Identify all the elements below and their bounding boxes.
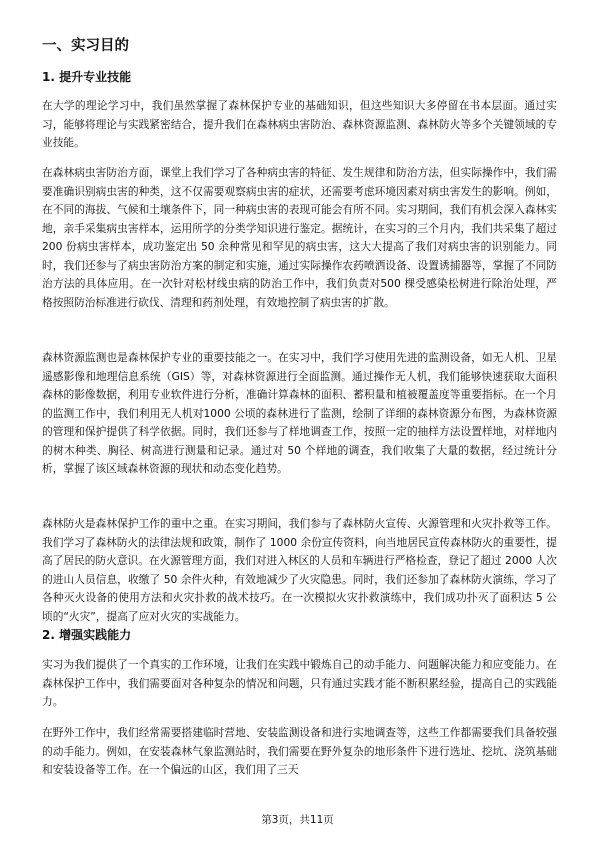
- subsection-title-2: 2. 增强实践能力: [42, 628, 132, 642]
- section-title: 一、实习目的: [42, 38, 129, 54]
- paragraph: 森林防火是森林保护工作的重中之重。在实习期间，我们参与了森林防火宣传、火源管理和火灾扑救等工作。我们学习了森林防火的法律法规和政策，制作了 1000 余份宣传资料，向当地居民宣传森林防火的重要性，提高了居民的防火意识。在火源管理方面，我们对进入林区的人员和车辆进行严格检查，登记了超过 2000 人次的进山人员信息，收缴了 50 余件火种，有效地减少了火灾隐患。同时，我们还参加了森林防火演练，学习了各种灭火设备的使用方法和火灾扑救的战术技巧。在一次模拟火灾扑救演练中，我们成功扑灭了面积达 5 公顷的“火灾”，提高了应对火灾的实战能力。: [42, 517, 557, 623]
- paragraph: 在森林病虫害防治方面，课堂上我们学习了各种病虫害的特征、发生规律和防治方法，但实际操作中，我们需要准确识别病虫害的种类，这不仅需要观察病虫害的症状，还需要考虑环境因素对病虫害发生的影响。例如，在不同的海拔、气候和土壤条件下，同一种病虫害的表现可能会有所不同。实习期间，我们有机会深入森林实地，亲手采集病虫害样本，运用所学的分类学知识进行鉴定。据统计，在实习的三个月内，我们共采集了超过 200 份病虫害样本，成功鉴定出 50 余种常见和罕见的病虫害，这大大提高了我们对病虫害的识别能力。同时，我们还参与了病虫害防治方案的制定和实施，通过实际操作农药喷洒设备、设置诱捕器等，掌握了不同防治方法的具体应用。在一次针对松材线虫病的防治工作中，我们负责对500 棵受感染松树进行除治处理，严格按照防治标准进行砍伐、清理和药剂处理，有效地控制了病虫害的扩散。: [42, 166, 557, 309]
- paragraph: 森林资源监测也是森林保护专业的重要技能之一。在实习中，我们学习使用先进的监测设备，如无人机、卫星遥感影像和地理信息系统（GIS）等，对森林资源进行全面监测。通过操作无人机，我们能够快速获取大面积森林的影像数据，利用专业软件进行分析，准确计算森林的面积、蓄积量和植被覆盖度等重要指标。在一个月的监测工作中，我们利用无人机对1000 公顷的森林进行了监测，绘制了详细的森林资源分布图，为森林资源的管理和保护提供了科学依据。同时，我们还参与了样地调查工作，按照一定的抽样方法设置样地，对样地内的树木种类、胸径、树高进行测量和记录。通过对 50 个样地的调查，我们收集了大量的数据，经过统计分析，掌握了该区域森林资源的现状和动态变化趋势。: [42, 351, 557, 475]
- paragraph: 在大学的理论学习中，我们虽然掌握了森林保护专业的基础知识，但这些知识大多停留在书本层面。通过实习，能够将理论与实践紧密结合，提升我们在森林病虫害防治、森林资源监测、森林防火等多个关键领域的专业技能。: [42, 99, 557, 149]
- page-number-footer: 第3页，共11页: [261, 814, 334, 826]
- paragraph: 在野外工作中，我们经常需要搭建临时营地、安装监测设备和进行实地调查等，这些工作都需要我们具备较强的动手能力。例如，在安装森林气象监测站时，我们需要在野外复杂的地形条件下进行选址、挖坑、浇筑基础和安装设备等工作。在一个偏远的山区，我们用了三天: [42, 726, 557, 776]
- paragraph: 实习为我们提供了一个真实的工作环境，让我们在实践中锻炼自己的动手能力、问题解决能力和应变能力。在森林保护工作中，我们需要面对各种复杂的情况和问题，只有通过实践才能不断积累经验，提高自己的实践能力。: [42, 658, 557, 708]
- subsection-title-1: 1. 提升专业技能: [42, 70, 132, 84]
